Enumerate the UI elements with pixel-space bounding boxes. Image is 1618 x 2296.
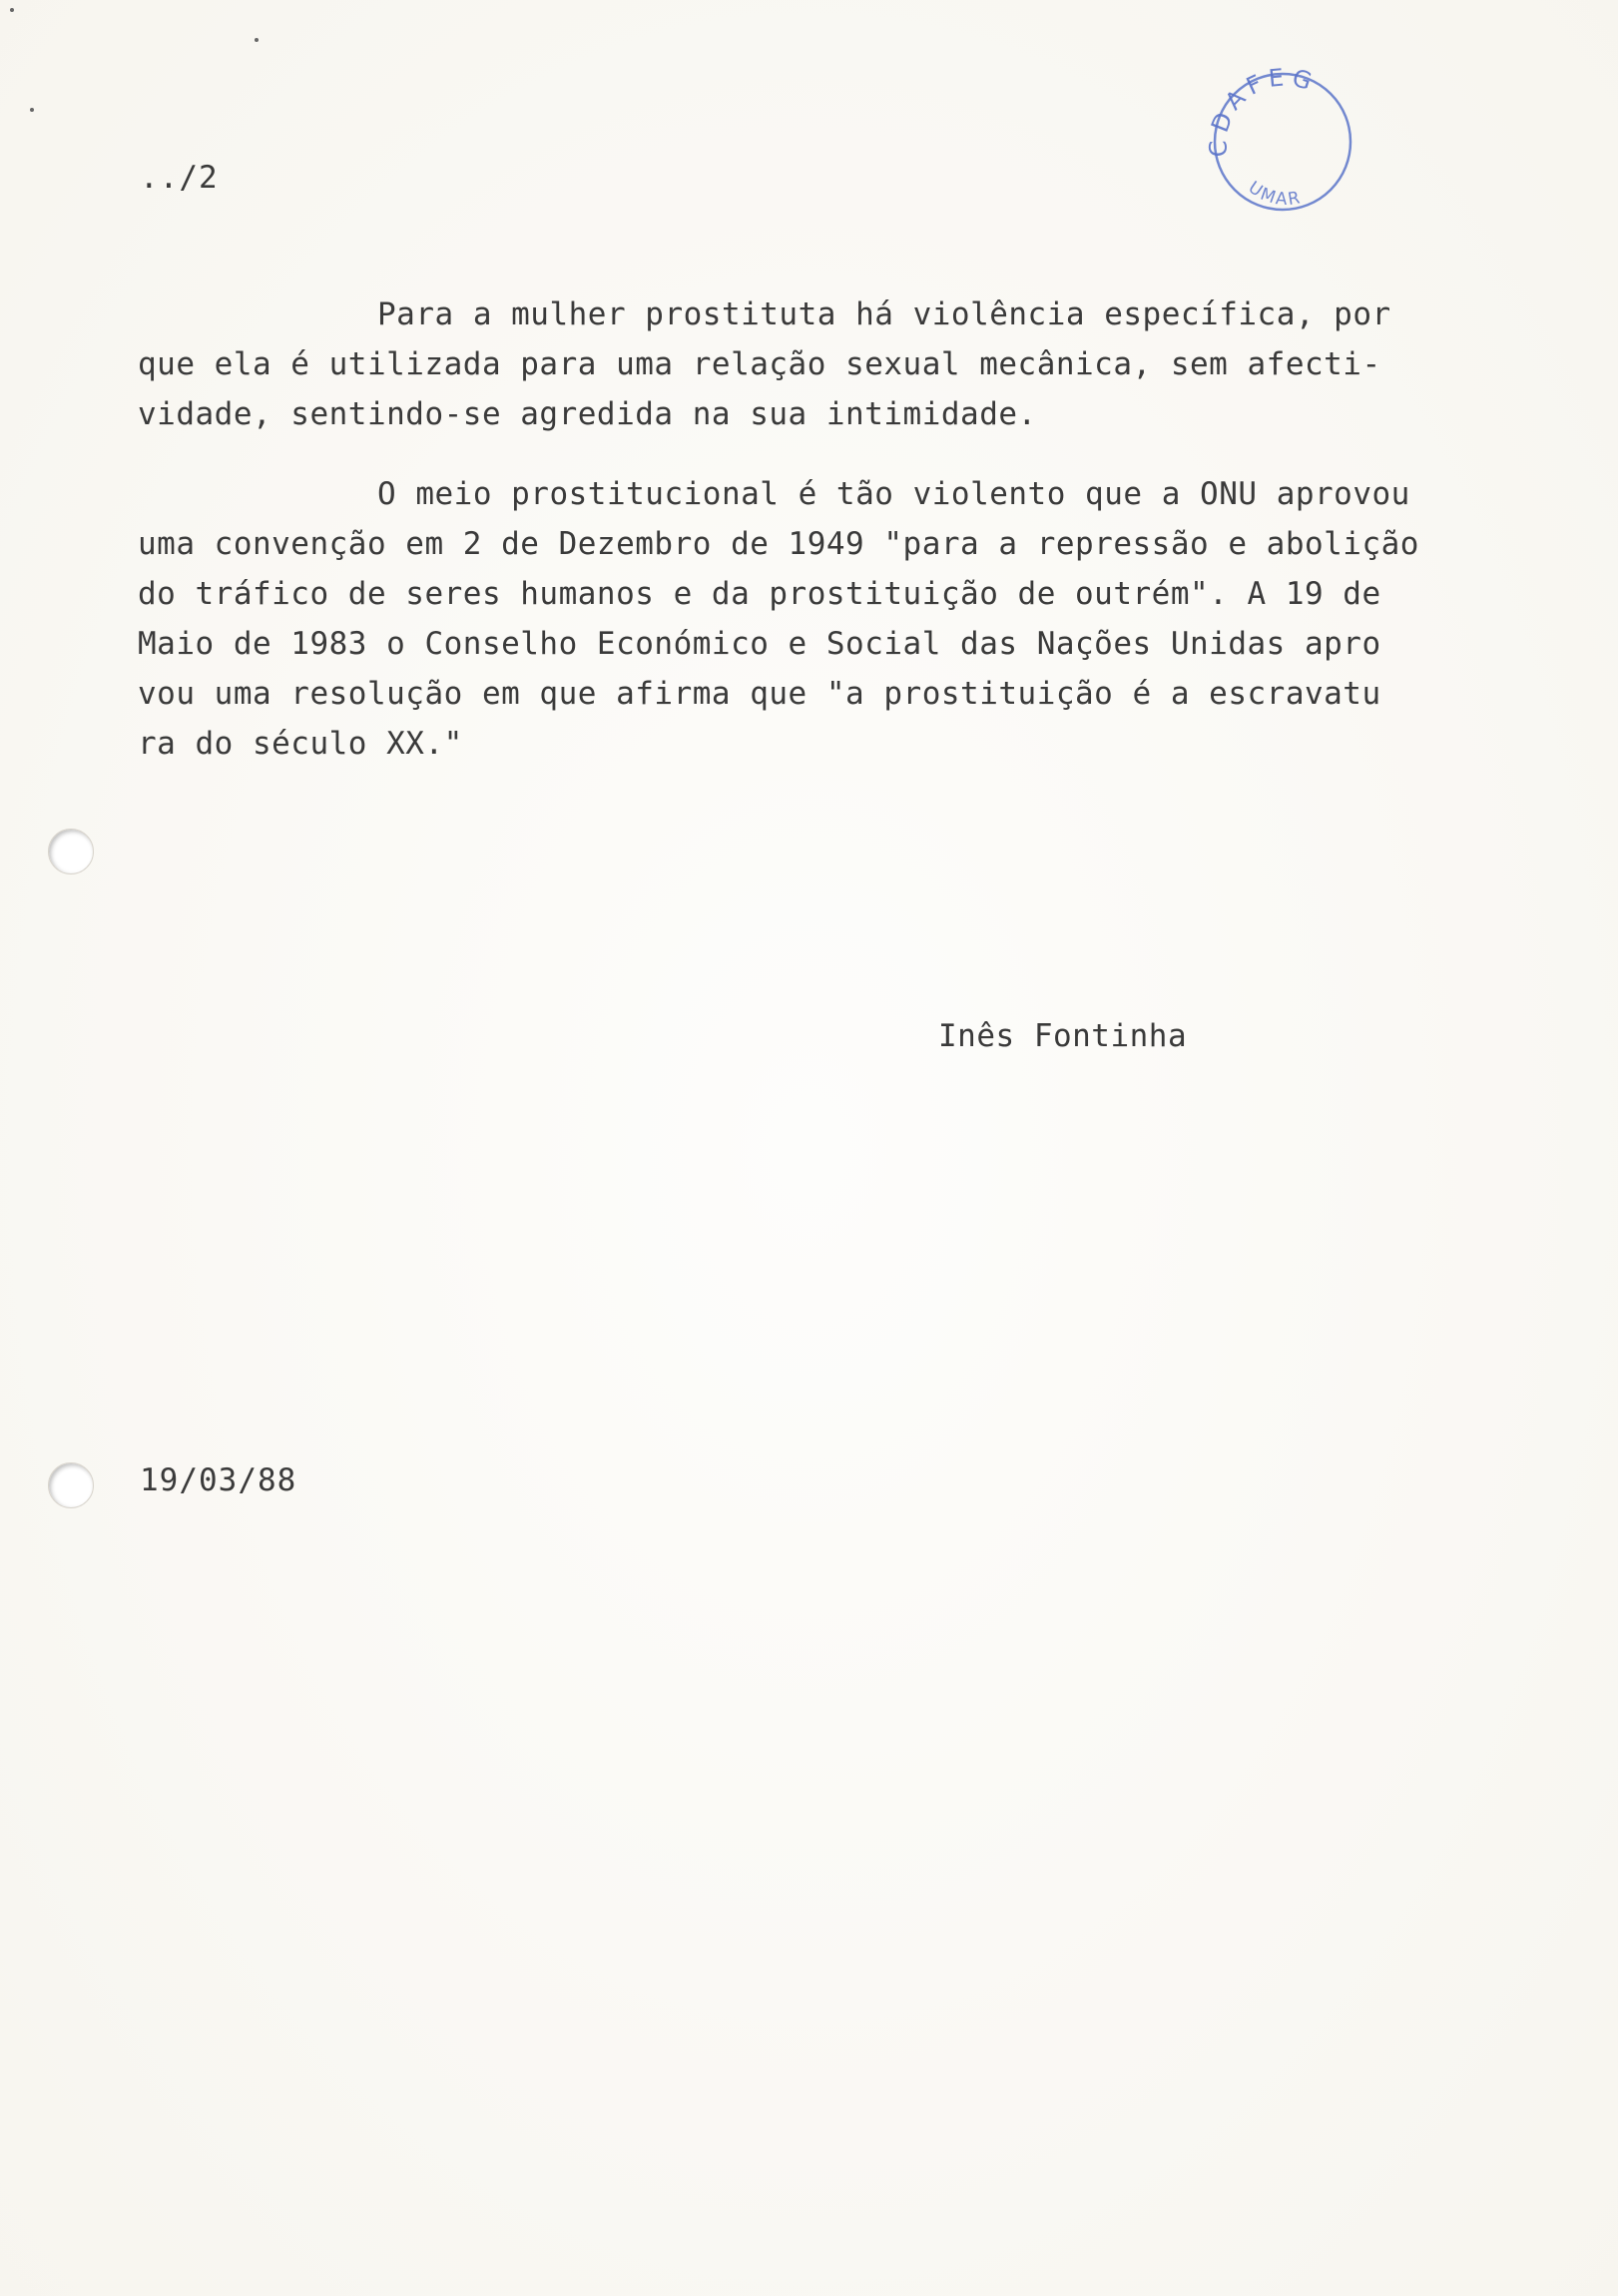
text-line: vou uma resolução em que afirma que "a prostituição é a escravatu bbox=[138, 676, 1381, 712]
document-date: 19/03/88 bbox=[140, 1462, 297, 1498]
text-line: que ela é utilizada para uma relação sexual mecânica, sem afecti- bbox=[138, 346, 1381, 382]
text-line: uma convenção em 2 de Dezembro de 1949 "para a repressão e abolição bbox=[138, 526, 1419, 562]
text-line: do tráfico de seres humanos e da prostituição de outrém". A 19 de bbox=[138, 576, 1381, 612]
paper-speck bbox=[255, 38, 259, 42]
svg-text:UMAR bbox=[1245, 178, 1304, 210]
stamp-bottom-text: UMAR bbox=[1244, 177, 1304, 211]
paragraph-1 bbox=[138, 289, 1455, 439]
paper-speck bbox=[10, 8, 14, 12]
binder-hole bbox=[48, 1462, 94, 1508]
text-line: vidade, sentindo-se agredida na sua intimidade. bbox=[138, 396, 1037, 432]
page-reference: ../2 bbox=[140, 160, 219, 196]
text-line: O meio prostitucional é tão violento que a ONU aprovou bbox=[377, 476, 1410, 512]
cdafeg-umar-stamp bbox=[1193, 62, 1372, 222]
paragraph-2 bbox=[138, 469, 1455, 769]
text-line: Maio de 1983 o Conselho Económico e Social das Nações Unidas apro bbox=[138, 626, 1381, 662]
text-line: Para a mulher prostituta há violência específica, por bbox=[377, 296, 1391, 332]
text-line: ra do século XX." bbox=[138, 726, 463, 762]
svg-text:CDAFEG bbox=[1204, 63, 1321, 158]
binder-hole bbox=[48, 829, 94, 874]
author-signature: Inês Fontinha bbox=[938, 1018, 1188, 1054]
stamp-top-text: CDAFEG bbox=[1204, 63, 1322, 158]
paper-speck bbox=[30, 108, 34, 112]
